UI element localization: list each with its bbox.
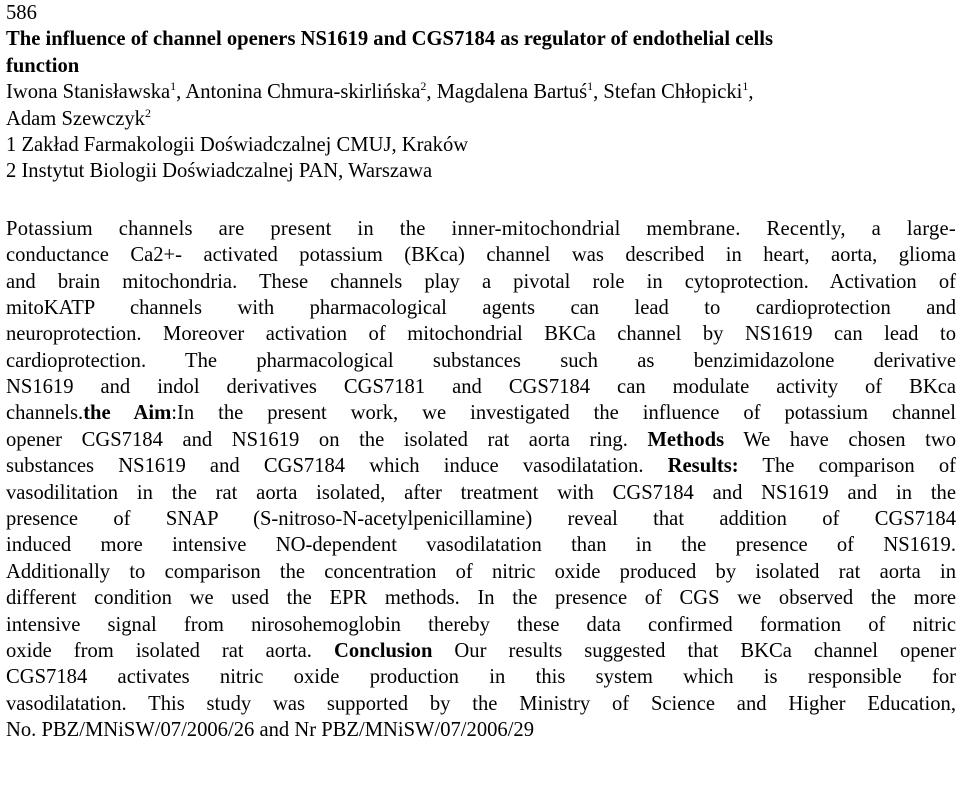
abstract-line: presence of SNAP (S-nitroso-N-acetylpenicillamine) reveal that addition of CGS7184 (6, 508, 956, 531)
abstract-line: induced more intensive NO-dependent vasodilatation than in the presence of NS1619. (6, 534, 956, 557)
abstract-line: Potassium channels are present in the inner-mitochondrial membrane. Recently, a large- (6, 217, 956, 240)
authors-line-1 (6, 79, 956, 105)
methods-heading: Methods (647, 428, 725, 451)
abstract-line: vasodilatation. This study was supported by the Ministry of Science and Higher Education, (6, 692, 956, 715)
author-affiliation-mark: 1 (587, 79, 594, 94)
conclusion-heading: Conclusion (333, 639, 433, 662)
author-name: , Stefan Chłopicki (593, 81, 743, 104)
abstract-line: No. PBZ/MNiSW/07/2006/26 and Nr PBZ/MNiSW/07/2006/29 (6, 719, 535, 742)
author-affiliation-mark: 1 (742, 79, 749, 94)
abstract-line (6, 638, 956, 664)
author-name: , Magdalena Bartuś (426, 81, 588, 104)
author-affiliation-mark: 2 (144, 105, 151, 120)
abstract-text: :In the present work, we investigated the influence of potassium channel (171, 402, 956, 425)
abstract-line: CGS7184 activates nitric oxide production in this system which is responsible for (6, 666, 956, 689)
abstract-text: The comparison of (738, 455, 956, 478)
abstract-line (6, 453, 956, 479)
authors-line-2 (6, 106, 956, 132)
abstract-body (6, 216, 956, 744)
affiliation-1: 1 Zakład Farmakologii Doświadczalnej CMUJ, Kraków (6, 133, 469, 156)
abstract-line: vasodilitation in the rat aorta isolated, after treatment with CGS7184 and NS1619 and in the (6, 481, 956, 504)
abstract-text: Our results suggested that BKCa channel opener (432, 639, 956, 662)
abstract-text: channels. (6, 402, 84, 425)
abstract-line: mitoKATP channels with pharmacological agents can lead to cardioprotection and (6, 296, 956, 319)
affiliation-list (6, 132, 956, 185)
author-separator: , (748, 81, 754, 104)
abstract-line: NS1619 and indol derivatives CGS7181 and CGS7184 can modulate activity of BKca (6, 376, 956, 399)
author-list (6, 79, 956, 132)
abstract-line: Additionally to comparison the concentration of nitric oxide produced by isolated rat aorta in (6, 560, 956, 583)
abstract-line (6, 427, 956, 453)
page-number: 586 (6, 2, 37, 24)
abstract-title (6, 26, 956, 79)
aim-heading: the Aim (83, 402, 172, 425)
author-name: Iwona Stanisławska (6, 81, 171, 104)
abstract-line: different condition we used the EPR methods. In the presence of CGS we observed the more (6, 587, 956, 610)
author-name: Adam Szewczyk (6, 107, 145, 130)
abstract-line: and brain mitochondria. These channels play a pivotal role in cytoprotection. Activation of (6, 270, 956, 293)
abstract-text: opener CGS7184 and NS1619 on the isolated rat aorta ring. (6, 428, 648, 451)
section-spacer (6, 185, 956, 216)
title-line-2: function (6, 54, 80, 77)
title-line-1: The influence of channel openers NS1619 and CGS7184 as regulator of endothelial cells (6, 28, 773, 51)
abstract-line: conductance Ca2+- activated potassium (BKca) channel was described in heart, aorta, glioma (6, 244, 956, 267)
abstract-text: oxide from isolated rat aorta. (6, 639, 334, 662)
abstract-line: intensive signal from nirosohemoglobin thereby these data confirmed formation of nitric (6, 613, 956, 636)
affiliation-2: 2 Instytut Biologii Doświadczalnej PAN, Warszawa (6, 160, 433, 183)
abstract-text: substances NS1619 and CGS7184 which induce vasodilatation. (6, 455, 668, 478)
author-affiliation-mark: 1 (170, 79, 177, 94)
abstract-line: neuroprotection. Moreover activation of mitochondrial BKCa channel by NS1619 can lead to (6, 323, 956, 346)
author-affiliation-mark: 2 (420, 79, 427, 94)
abstract-text: We have chosen two (724, 428, 956, 451)
results-heading: Results: (667, 455, 739, 478)
author-name: , Antonina Chmura-skirlińska (176, 81, 421, 104)
document-page (6, 0, 956, 744)
abstract-line (6, 400, 956, 426)
abstract-line: cardioprotection. The pharmacological substances such as benzimidazolone derivative (6, 349, 956, 372)
